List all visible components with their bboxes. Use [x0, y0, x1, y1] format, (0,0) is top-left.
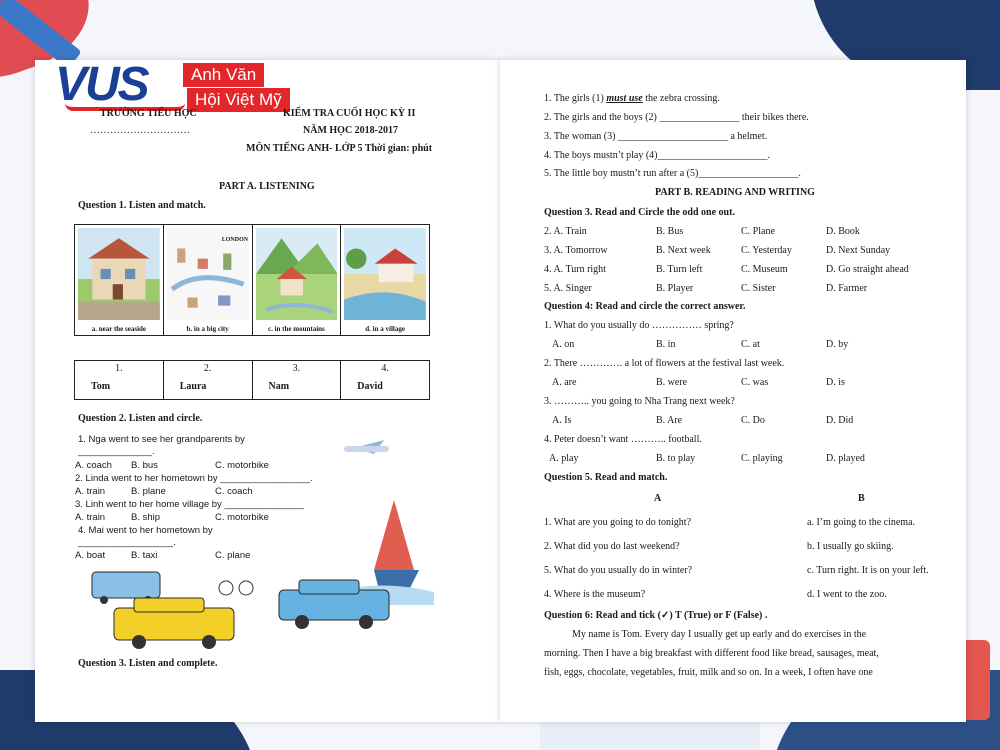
- match-b-b: b. I usually go skiing.: [807, 541, 894, 552]
- q2-item-2-opt-c: C. coach: [215, 486, 253, 497]
- village-house-icon: [344, 228, 426, 320]
- odd-row-5-c: C. Sister: [741, 283, 776, 294]
- london-sign: LONDON: [221, 237, 249, 243]
- q2-item-4-opt-b: B. taxi: [131, 550, 158, 561]
- q4-item-3-opt-d: D. Did: [826, 415, 854, 426]
- question-3-title: Question 3. Read and Circle the odd one out.: [544, 207, 735, 218]
- picture-village: [341, 225, 429, 335]
- match-name: David: [357, 381, 383, 392]
- match-b-d: d. I went to the zoo.: [807, 589, 887, 600]
- q4-item-3-opt-b: B. Are: [656, 415, 683, 426]
- listen-item-1-post: the zebra crossing.: [642, 93, 720, 104]
- listen-item-4: 4. The boys mustn’t play (4)______________________.: [544, 150, 771, 161]
- school-name: TRƯỜNG TIỂU HỌC: [100, 108, 197, 119]
- part-a-title: PART A. LISTENING: [219, 181, 315, 192]
- exam-title: KIỂM TRA CUỐI HỌC KỲ II: [283, 108, 416, 119]
- logo-brand: [183, 63, 323, 113]
- match-a-3: 5. What do you usually do in winter?: [544, 565, 693, 576]
- q2-item-1-opt-a: A. coach: [75, 460, 112, 471]
- taxi-yellow-icon: [114, 608, 234, 640]
- question-5-title: Question 5. Read and match.: [544, 472, 668, 483]
- school-year: NĂM HỌC 2018-2017: [303, 125, 398, 136]
- q4-item-4-opt-a: A. play: [549, 453, 579, 464]
- odd-row-4-b: B. Turn left: [656, 264, 703, 275]
- odd-row-5-a: 5. A. Singer: [544, 283, 592, 294]
- match-b-a: a. I’m going to the cinema.: [807, 517, 916, 528]
- q4-item-3-stem: 3. ……….. you going to Nha Trang next week?: [544, 396, 735, 407]
- q4-item-1-opt-a: A. on: [552, 339, 575, 350]
- match-a-4: 4. Where is the museum?: [544, 589, 646, 600]
- q4-item-2-stem: 2. There …………. a lot of flowers at the festival last week.: [544, 358, 785, 369]
- odd-row-4-a: 4. A. Turn right: [544, 264, 606, 275]
- question-2-title: Question 2. Listen and circle.: [78, 413, 203, 424]
- picture-big-city: [164, 225, 253, 335]
- mountain-house-icon: [256, 228, 338, 320]
- q2-item-2-stem: 2. Linda went to her hometown by _________________.: [75, 473, 313, 484]
- picture-caption: a. near the seaside: [91, 325, 147, 333]
- odd-row-4-d: D. Go straight ahead: [826, 264, 909, 275]
- odd-row-3-c: C. Yesterday: [741, 245, 792, 256]
- match-number: 1.: [115, 363, 123, 374]
- match-name: Laura: [179, 381, 207, 392]
- q4-item-4-opt-d: D. played: [826, 453, 865, 464]
- odd-row-3-d: D. Next Sunday: [826, 245, 891, 256]
- odd-row-5-d: D. Farmer: [826, 283, 868, 294]
- part-b-title: PART B. READING AND WRITING: [655, 187, 815, 198]
- q2-item-1-line2: ______________.: [78, 446, 155, 457]
- q4-item-4-opt-b: B. to play: [656, 453, 696, 464]
- match-cell: [253, 361, 342, 399]
- q2-item-4-opt-a: A. boat: [75, 550, 106, 561]
- question-4-title: Question 4: Read and circle the correct answer.: [544, 301, 746, 312]
- picture-caption: c. in the mountains: [267, 325, 325, 333]
- q4-item-3-opt-c: C. Do: [741, 415, 765, 426]
- q2-item-4-stem: 4. Mai went to her hometown by: [78, 525, 213, 536]
- subject-line: MÔN TIẾNG ANH- LỚP 5 Thời gian: phút: [246, 143, 433, 154]
- match-cell: [341, 361, 429, 399]
- q2-item-2-opt-b: B. plane: [131, 486, 166, 497]
- q2-item-4-opt-c: C. plane: [215, 550, 251, 561]
- question-6-title: Question 6: Read and tick (✓) T (True) or F (False) .: [544, 610, 768, 621]
- listen-item-1-pre: 1. The girls (1): [544, 93, 607, 104]
- odd-row-5-b: B. Player: [656, 283, 694, 294]
- match-number: 4.: [381, 363, 389, 374]
- picture-caption: d. in a village: [365, 325, 405, 333]
- bus-icon: [92, 572, 160, 598]
- listen-item-1-answer: must use: [606, 93, 643, 104]
- q4-item-2-opt-b: B. were: [656, 377, 688, 388]
- match-cell: [75, 361, 164, 399]
- q4-item-3-opt-a: A. Is: [552, 415, 572, 426]
- odd-row-2-b: B. Bus: [656, 226, 684, 237]
- q2-item-1-opt-b: B. bus: [131, 460, 158, 471]
- q2-item-2-opt-a: A. train: [75, 486, 106, 497]
- match-table: [74, 360, 430, 400]
- column-b-header: B: [858, 493, 865, 504]
- q2-item-3-opt-c: C. motorbike: [215, 512, 269, 523]
- logo-mark: VUS: [55, 58, 148, 111]
- odd-row-3-a: 3. A. Tomorrow: [544, 245, 608, 256]
- question-1-title: Question 1. Listen and match.: [78, 200, 206, 211]
- match-number: 2.: [203, 363, 212, 374]
- q4-item-1-opt-d: D. by: [826, 339, 849, 350]
- match-cell: [164, 361, 253, 399]
- q2-item-3-opt-a: A. train: [75, 512, 106, 523]
- q4-item-1-opt-b: B. in: [656, 339, 676, 350]
- q2-item-1-stem: 1. Nga went to see her grandparents by: [78, 434, 245, 445]
- listen-item-3: 3. The woman (3) ______________________ a helmet.: [544, 131, 768, 142]
- odd-row-2-c: C. Plane: [741, 226, 775, 237]
- q2-item-3-stem: 3. Linh went to her home village by _______________: [75, 499, 304, 510]
- odd-row-3-b: B. Next week: [656, 245, 711, 256]
- passage-line-1: My name is Tom. Every day I usually get up early and do exercises in the: [572, 629, 867, 640]
- school-dots: …………………………: [90, 125, 190, 136]
- match-name: Tom: [91, 381, 111, 392]
- plane-body: [344, 446, 389, 452]
- q4-item-2-opt-d: D. is: [826, 377, 845, 388]
- brand-line-1: Anh Văn: [183, 63, 264, 87]
- odd-row-2-d: D. Book: [826, 226, 860, 237]
- match-name: Nam: [268, 381, 290, 392]
- passage-line-3: fish, eggs, chocolate, vegetables, fruit, milk and so on. In a week, I often have one: [544, 667, 873, 678]
- brand-line-2: Hội Việt Mỹ: [187, 88, 290, 112]
- sail-icon: [374, 500, 414, 570]
- q2-item-4-line2: __________________.: [78, 537, 176, 548]
- q4-item-1-opt-c: C. at: [741, 339, 760, 350]
- q4-item-2-opt-c: C. was: [741, 377, 769, 388]
- picture-seaside: [75, 225, 164, 335]
- odd-row-2-a: 2. A. Train: [544, 226, 587, 237]
- question-3-listen-title: Question 3. Listen and complete.: [78, 658, 218, 669]
- q4-item-4-stem: 4. Peter doesn’t want ……….. football.: [544, 434, 702, 445]
- q4-item-2-opt-a: A. are: [552, 377, 577, 388]
- match-number: 3.: [292, 363, 301, 374]
- odd-row-4-c: C. Museum: [741, 264, 788, 275]
- listen-item-2: 2. The girls and the boys (2) ________________ their bikes there.: [544, 112, 809, 123]
- match-b-c: c. Turn right. It is on your left.: [807, 565, 929, 576]
- match-a-2: 2. What did you do last weekend?: [544, 541, 680, 552]
- column-a-header: A: [654, 493, 662, 504]
- picture-caption: b. in a big city: [186, 325, 229, 333]
- q2-item-3-opt-b: B. ship: [131, 512, 161, 523]
- q2-item-1-opt-c: C. motorbike: [215, 460, 269, 471]
- picture-mountains: [253, 225, 342, 335]
- passage-line-2: morning. Then I have a big breakfast with different food like bread, sausages, meat,: [544, 648, 879, 659]
- match-a-1: 1. What are you going to do tonight?: [544, 517, 692, 528]
- picture-grid: [74, 224, 430, 336]
- q4-item-1-stem: 1. What do you usually do …………… spring?: [544, 320, 734, 331]
- listen-item-1: [544, 93, 720, 105]
- q4-item-4-opt-c: C. playing: [741, 453, 783, 464]
- bicycle-icon: [239, 581, 253, 595]
- listen-item-5: 5. The little boy mustn’t run after a (5)____________________.: [544, 168, 801, 179]
- seaside-house-icon: [78, 228, 160, 320]
